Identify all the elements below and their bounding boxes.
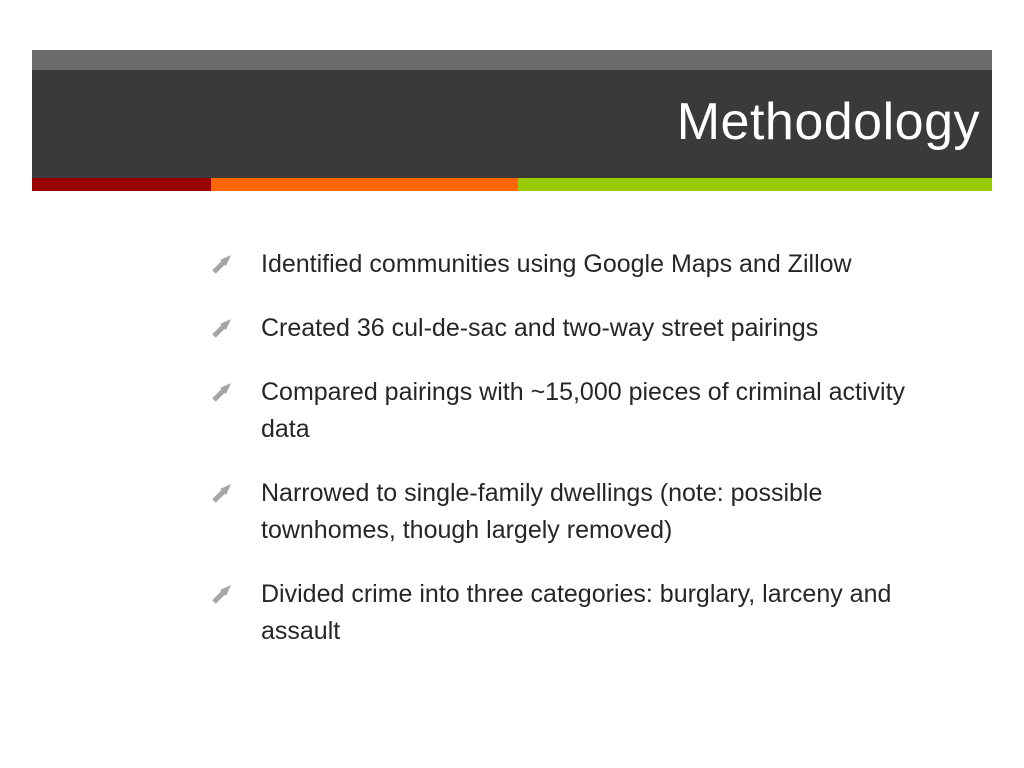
bullet-item	[210, 576, 950, 650]
bullet-item	[210, 310, 950, 347]
bullet-item	[210, 475, 950, 549]
arrow-up-right-icon	[210, 481, 234, 505]
arrow-up-right-icon	[210, 380, 234, 404]
accent-bar-red	[32, 178, 211, 191]
bullet-text: Compared pairings with ~15,000 pieces of criminal activity data	[261, 378, 906, 443]
bullet-text: Identified communities using Google Maps and Zillow	[261, 250, 852, 278]
arrow-up-right-icon	[210, 252, 234, 276]
accent-bar-green	[518, 178, 992, 191]
bullet-item	[210, 246, 950, 283]
arrow-up-right-icon	[210, 582, 234, 606]
bullet-text: Created 36 cul-de-sac and two-way street pairings	[261, 314, 819, 342]
bullet-text: Narrowed to single-family dwellings (note: possible townhomes, though largely removed)	[261, 479, 823, 544]
header-top-strip	[32, 50, 992, 70]
bullet-list	[210, 246, 950, 677]
title-bar	[32, 70, 992, 178]
bullet-item	[210, 374, 950, 448]
slide-title: Methodology	[676, 93, 980, 151]
bullet-text: Divided crime into three categories: burglary, larceny and assault	[261, 580, 892, 645]
arrow-up-right-icon	[210, 316, 234, 340]
accent-bar-orange	[211, 178, 518, 191]
